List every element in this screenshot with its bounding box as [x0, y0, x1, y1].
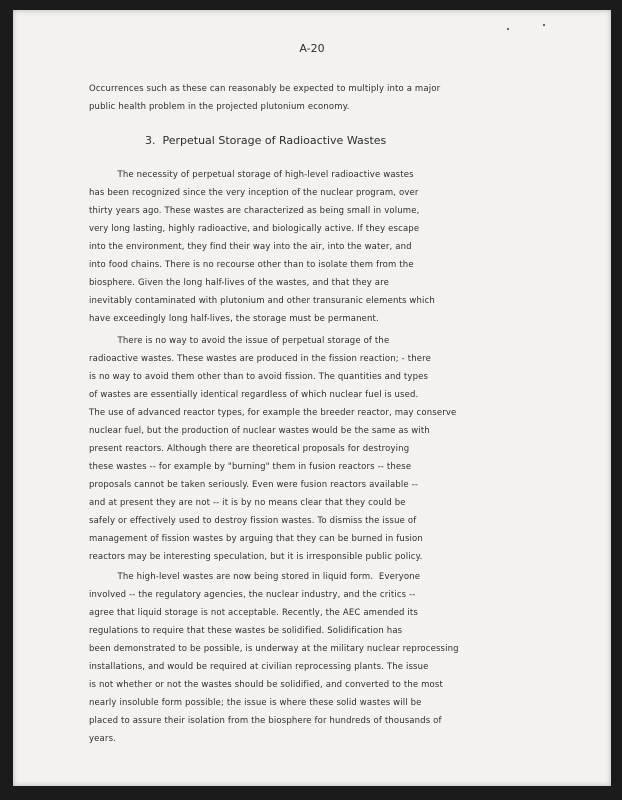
paragraph-1: [89, 166, 569, 328]
text-line: proposals cannot be taken seriously. Even were fusion reactors available --: [89, 480, 419, 490]
text-line: thirty years ago. These wastes are characterized as being small in volume,: [89, 206, 420, 216]
text-line: is not whether or not the wastes should be solidified, and converted to the most: [89, 680, 443, 690]
text-line: nuclear fuel, but the production of nuclear wastes would be the same as with: [89, 426, 430, 436]
paragraph-3: [89, 568, 569, 748]
text-line: biosphere. Given the long half-lives of the wastes, and that they are: [89, 278, 389, 288]
text-line: and at present they are not -- it is by no means clear that they could be: [89, 498, 406, 508]
text-line: placed to assure their isolation from the biosphere for hundreds of thousands of: [89, 716, 442, 726]
text-line: is no way to avoid them other than to avoid fission. The quantities and types: [89, 372, 429, 382]
text-line: safely or effectively used to destroy fission wastes. To dismiss the issue of: [89, 516, 417, 526]
text-line: reactors may be interesting speculation, but it is irresponsible public policy.: [89, 552, 423, 562]
text-line: The use of advanced reactor types, for example the breeder reactor, may conserve: [89, 408, 457, 418]
text-line: very long lasting, highly radioactive, and biologically active. If they escape: [89, 224, 420, 234]
text-line: The necessity of perpetual storage of high-level radioactive wastes: [89, 170, 414, 180]
intro-paragraph: [89, 80, 569, 116]
section-heading: 3. Perpetual Storage of Radioactive Wastes: [145, 134, 387, 147]
text-line: radioactive wastes. These wastes are produced in the fission reaction; - there: [89, 354, 431, 364]
text-line: into the environment, they find their way into the air, into the water, and: [89, 242, 412, 252]
text-line: these wastes -- for example by "burning" them in fusion reactors -- these: [89, 462, 412, 472]
text-line: installations, and would be required at civilian reprocessing plants. The issue: [89, 662, 429, 672]
text-line: nearly insoluble form possible; the issue is where these solid wastes will be: [89, 698, 422, 708]
document-page: [13, 10, 611, 786]
text-line: regulations to require that these wastes be solidified. Solidification has: [89, 626, 403, 636]
text-line: has been recognized since the very inception of the nuclear program, over: [89, 188, 419, 198]
text-line: The high-level wastes are now being stored in liquid form. Everyone: [89, 572, 421, 582]
text-line: have exceedingly long half-lives, the storage must be permanent.: [89, 314, 379, 324]
text-line: of wastes are essentially identical regardless of which nuclear fuel is used.: [89, 390, 419, 400]
text-line: There is no way to avoid the issue of perpetual storage of the: [89, 336, 390, 346]
text-line: years.: [89, 734, 116, 744]
page-number: A-20: [299, 42, 325, 55]
paper-speck: [543, 24, 545, 26]
text-line: Occurrences such as these can reasonably be expected to multiply into a major: [89, 84, 441, 94]
text-line: management of fission wastes by arguing that they can be burned in fusion: [89, 534, 423, 544]
text-line: present reactors. Although there are theoretical proposals for destroying: [89, 444, 410, 454]
text-line: into food chains. There is no recourse other than to isolate them from the: [89, 260, 414, 270]
text-line: public health problem in the projected plutonium economy.: [89, 102, 350, 112]
text-line: been demonstrated to be possible, is underway at the military nuclear reprocessing: [89, 644, 459, 654]
paper-speck: [507, 28, 509, 30]
text-line: involved -- the regulatory agencies, the nuclear industry, and the critics --: [89, 590, 416, 600]
text-line: agree that liquid storage is not acceptable. Recently, the AEC amended its: [89, 608, 418, 618]
text-line: inevitably contaminated with plutonium and other transuranic elements which: [89, 296, 435, 306]
paragraph-2: [89, 332, 569, 566]
